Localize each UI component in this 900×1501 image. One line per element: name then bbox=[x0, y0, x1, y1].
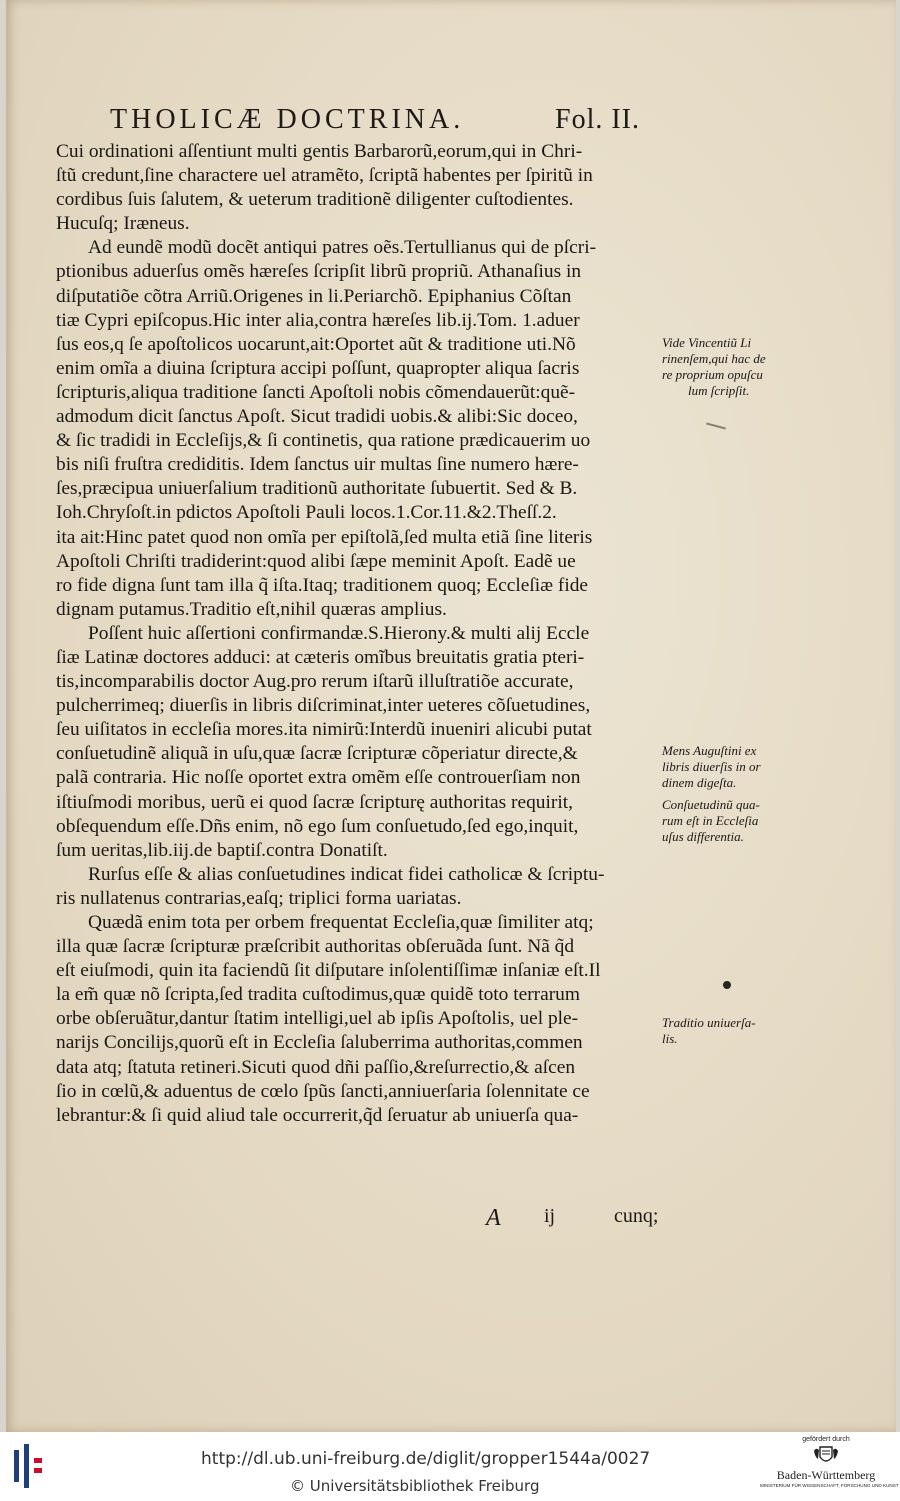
text-line: & ſic tradidi in Eccleſijs,& ſi continetis, qua ratione prædicauerim uo bbox=[56, 430, 591, 452]
text-line: ſio in cœlũ,& aduentus de cœlo ſpũs ſancti,anniuerſaria ſolennitate ce bbox=[56, 1080, 590, 1102]
catchword-line bbox=[486, 1205, 666, 1233]
margin-note-line: rinenſem,qui hac de bbox=[662, 351, 766, 366]
viewer-footer bbox=[0, 1432, 900, 1501]
page-header bbox=[110, 104, 670, 144]
sponsor-caption: gefördert durch bbox=[802, 1436, 850, 1443]
text-line: admodum dicit ſanctus Apoſt. Sicut tradidi uobis.& alibi:Sic doceo, bbox=[56, 406, 578, 428]
digital-library-logo-icon[interactable] bbox=[12, 1444, 44, 1488]
text-line: ita ait:Hinc patet quod non omĩa per epiſtolã,ſed multa etiã ſine literis bbox=[56, 526, 593, 548]
sponsor-badge[interactable] bbox=[760, 1436, 899, 1498]
paper-leaf bbox=[6, 0, 896, 1432]
text-line: Rurſus eſſe & alias conſuetudines indicat fidei catholicæ & ſcriptu- bbox=[88, 863, 605, 885]
text-line: palã contraria. Hic noſſe oportet extra omẽm eſſe controuerſiam non bbox=[56, 767, 581, 789]
text-line: ſeu uiſitatos in eccleſia mores.ita nimirũ:Interdũ inueniri alicubi putat bbox=[56, 719, 592, 741]
text-line: obſequendum eſſe.Dñs enim, nõ ego ſum conſuetudo,ſed ego,inquit, bbox=[56, 815, 579, 837]
main-text-block bbox=[56, 140, 662, 1128]
margin-note-line: lis. bbox=[662, 1031, 678, 1046]
text-line: pulcherrimeq; diuerſis in libris diſcriminat,inter ueteres cõſuetudines, bbox=[56, 695, 591, 717]
margin-note-consuetudinum bbox=[662, 797, 792, 845]
text-line: Apoſtoli Chriſti tradiderint:quod alibi ſæpe meminit Apoſt. Eadẽ ue bbox=[56, 550, 576, 572]
margin-note-line: dinem digeſta. bbox=[662, 775, 737, 790]
leaf-number: ij bbox=[544, 1205, 556, 1227]
text-line: tis,incomparabilis doctor Aug.pro rerum iſtarũ illuſtratiõe accurate, bbox=[56, 671, 574, 693]
text-line: Ioh.Chryſoſt.in pdictos Apoſtoli Pauli locos.1.Cor.11.&2.Theſſ.2. bbox=[56, 502, 557, 524]
folio-number: Fol. II. bbox=[555, 104, 640, 135]
text-line: la em̃ quæ nõ ſcripta,ſed tradita cuſtodimus,quæ quidẽ toto terrarum bbox=[56, 984, 580, 1006]
copyright-notice: © Universitätsbibliothek Freiburg bbox=[290, 1477, 540, 1495]
state-crest-icon bbox=[812, 1445, 840, 1467]
margin-note-augustini bbox=[662, 743, 792, 791]
text-line: eſt eiuſmodi, quin ita faciendũ ſit diſputare inſolentiſſimæ inſaniæ eſt.Il bbox=[56, 960, 601, 982]
ink-dot bbox=[723, 981, 731, 989]
text-line: tiæ Cypri epiſcopus.Hic inter alia,contra hæreſes lib.ij.Tom. 1.aduer bbox=[56, 309, 580, 331]
catchword: cunq; bbox=[614, 1205, 659, 1227]
margin-note-line: Traditio uniuerſa- bbox=[662, 1015, 756, 1030]
text-line: ro fide digna ſunt tam illa q̃ iſta.Itaq; traditionem quoq; Eccleſiæ fide bbox=[56, 574, 589, 596]
text-line: conſuetudinẽ aliquã in uſu,quæ ſacræ ſcripturæ cõperiatur directe,& bbox=[56, 743, 578, 765]
text-line: bis niſi fruſtra crediditis. Idem ſanctus uir multas ſine numero hære- bbox=[56, 454, 579, 476]
margin-note-line: lum ſcripſit. bbox=[688, 383, 750, 398]
text-line: Cui ordinationi aſſentiunt multi gentis Barbarorũ,eorum,qui in Chri- bbox=[56, 141, 583, 162]
text-line: narijs Concilijs,quorũ eſt in Eccleſia ſaluberrima authoritas,commen bbox=[56, 1032, 583, 1054]
text-line: iſtiuſmodi moribus, uerũ ei quod ſacræ ſcripturę authoritas requirit, bbox=[56, 791, 573, 813]
text-line: Hucuſq; Iræneus. bbox=[56, 213, 190, 235]
margin-note-line: Conſuetudinũ qua- bbox=[662, 797, 760, 812]
text-line: Quædã enim tota per orbem frequentat Eccleſia,quæ ſimiliter atq; bbox=[88, 912, 594, 933]
text-line: data atq; ſtatuta retineri.Sicuti quod dñi paſſio,&reſurrectio,& aſcen bbox=[56, 1056, 576, 1078]
sponsor-ministry: MINISTERIUM FÜR WISSENSCHAFT, FORSCHUNG UND KUNST bbox=[760, 1483, 899, 1488]
margin-note-line: re proprium opuſcu bbox=[662, 367, 763, 382]
text-line: lebrantur:& ſi quid aliud tale occurrerit,q̃d ſeruatur ab uniuerſa qua- bbox=[56, 1104, 579, 1126]
text-line: ptionibus aduerſus omẽs hæreſes ſcripſit librũ propriũ. Athanaſius in bbox=[56, 261, 582, 283]
margin-note-line: uſus differentia. bbox=[662, 829, 744, 844]
margin-note-line: libris diuerſis in or bbox=[662, 759, 761, 774]
text-line: diſputatiõe cõtra Arriũ.Origenes in li.Periarchõ. Epiphanius Cõſtan bbox=[56, 285, 572, 307]
signature-mark: A bbox=[486, 1205, 501, 1231]
margin-ink-mark bbox=[706, 422, 726, 429]
text-line: Ad eundẽ modũ docẽt antiqui patres oẽs.Tertullianus qui de pſcri- bbox=[88, 237, 597, 259]
permalink-url[interactable]: http://dl.ub.uni-freiburg.de/diglit/gropper1544a/0027 bbox=[201, 1449, 651, 1469]
text-line: ris nullatenus contrarias,eaſq; triplici forma uariatas. bbox=[56, 887, 462, 909]
text-line: ſes,præcipua uniuerſalium traditionũ authoritate ſubuertit. Sed & B. bbox=[56, 478, 578, 500]
text-line: ſum ueritas,lib.iij.de baptiſ.contra Donatiſt. bbox=[56, 839, 388, 861]
text-line: ſcripturis,aliqua traditione ſancti Apoſtoli nobis cõmendauerũt:quẽ- bbox=[56, 381, 576, 403]
text-line: illa quæ ſacræ ſcripturæ præſcribit authoritas obſeruãda ſunt. Nã q̃d bbox=[56, 936, 575, 958]
margin-note-line: Vide Vincentiũ Li bbox=[662, 335, 752, 350]
text-line: ſtũ credunt,ſine charactere uel atramẽto, ſcriptã habentes per ſpiritũ in bbox=[56, 165, 593, 187]
margin-note-vincentius bbox=[662, 335, 792, 399]
running-head: THOLICÆ DOCTRINA. bbox=[110, 104, 465, 135]
text-line: cordibus ſuis ſalutem, & ueterum traditionẽ diligenter cuſtodientes. bbox=[56, 189, 574, 211]
margin-note-line: Mens Auguſtini ex bbox=[662, 743, 757, 758]
text-line: ſiæ Latinæ doctores adduci: at cæteris omĩbus breuitatis gratia pteri- bbox=[56, 646, 585, 668]
margin-note-traditio bbox=[662, 1015, 792, 1047]
text-line: ſus eos,q ſe apoſtolicos uocarunt,ait:Oportet aũt & traditione uti.Nõ bbox=[56, 333, 576, 355]
margin-note-line: rum eſt in Eccleſia bbox=[662, 813, 759, 828]
text-line: Poſſent huic aſſertioni confirmandæ.S.Hierony.& multi alij Eccle bbox=[88, 622, 590, 644]
sponsor-state-name: Baden-Württemberg bbox=[776, 1468, 876, 1482]
text-line: orbe obſeruãtur,dantur ſtatim intelligi,uel ab ipſis Apoſtolis, uel ple- bbox=[56, 1008, 579, 1030]
text-line: enim omĩa a diuina ſcriptura accipi poſſunt, quapropter aliqua ſacris bbox=[56, 357, 580, 379]
text-line: dignam putamus.Traditio eſt,nihil quæras amplius. bbox=[56, 598, 447, 620]
